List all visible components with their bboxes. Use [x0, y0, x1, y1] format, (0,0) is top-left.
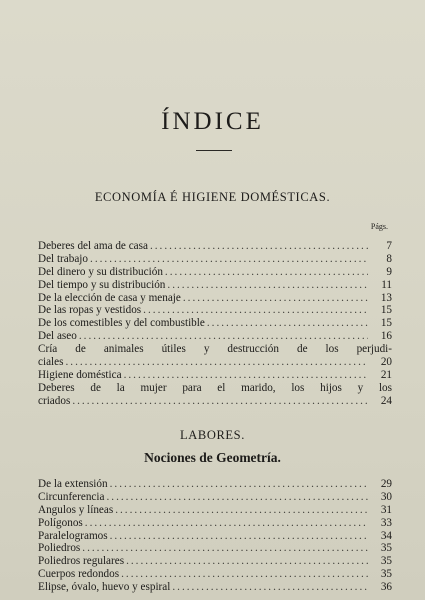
subsection-heading-geometria: Nociones de Geometría.: [144, 450, 281, 465]
index-entry: Del tiempo y su distribución ..... 11: [38, 279, 392, 292]
index-entry: Del dinero y su distribución ..... 9: [38, 266, 392, 279]
section-heading-economia: ECONOMÍA É HIGIENE DOMÉSTICAS.: [94, 190, 331, 204]
pages-column-label: Págs.: [370, 222, 388, 231]
index-entry: Circunferencia ..... 30: [38, 491, 392, 504]
index-entry: De la elección de casa y menaje ..... 13: [38, 292, 392, 305]
index-entry: ciales ..... 20: [38, 356, 392, 369]
index-entry: Deberes del ama de casa ..... 7: [38, 240, 392, 253]
index-entry: Deberes de la mujer para el marido, los hijos y los: [38, 381, 392, 394]
index-entry: Polígonos ..... 33: [38, 517, 392, 530]
index-entry: Higiene doméstica ..... 21: [38, 369, 392, 382]
index-entry: De las ropas y vestidos ..... 15: [38, 304, 392, 317]
section-heading-labores: LABORES.: [180, 428, 245, 442]
index-list-economia: [38, 240, 392, 408]
index-entry: Elipse, óvalo, huevo y espiral ..... 36: [38, 581, 392, 594]
index-entry: Angulos y líneas ..... 31: [38, 504, 392, 517]
index-entry: Del trabajo ..... 8: [38, 253, 392, 266]
title-rule: [196, 150, 232, 151]
index-entry: Del aseo ..... 16: [38, 330, 392, 343]
page-title: ÍNDICE: [161, 108, 264, 135]
index-list-geometria: [38, 478, 392, 594]
index-entry: criados ..... 24: [38, 395, 392, 408]
index-entry: De la extensión ..... 29: [38, 478, 392, 491]
index-entry: Cuerpos redondos ..... 35: [38, 568, 392, 581]
index-entry: Poliedros regulares ..... 35: [38, 555, 392, 568]
index-entry: Paralelogramos ..... 34: [38, 530, 392, 543]
index-entry: Cría de animales útiles y destrucción de los perjudi-: [38, 343, 392, 356]
index-entry: De los comestibles y del combustible ..... 15: [38, 317, 392, 330]
index-entry: Poliedros ..... 35: [38, 542, 392, 555]
